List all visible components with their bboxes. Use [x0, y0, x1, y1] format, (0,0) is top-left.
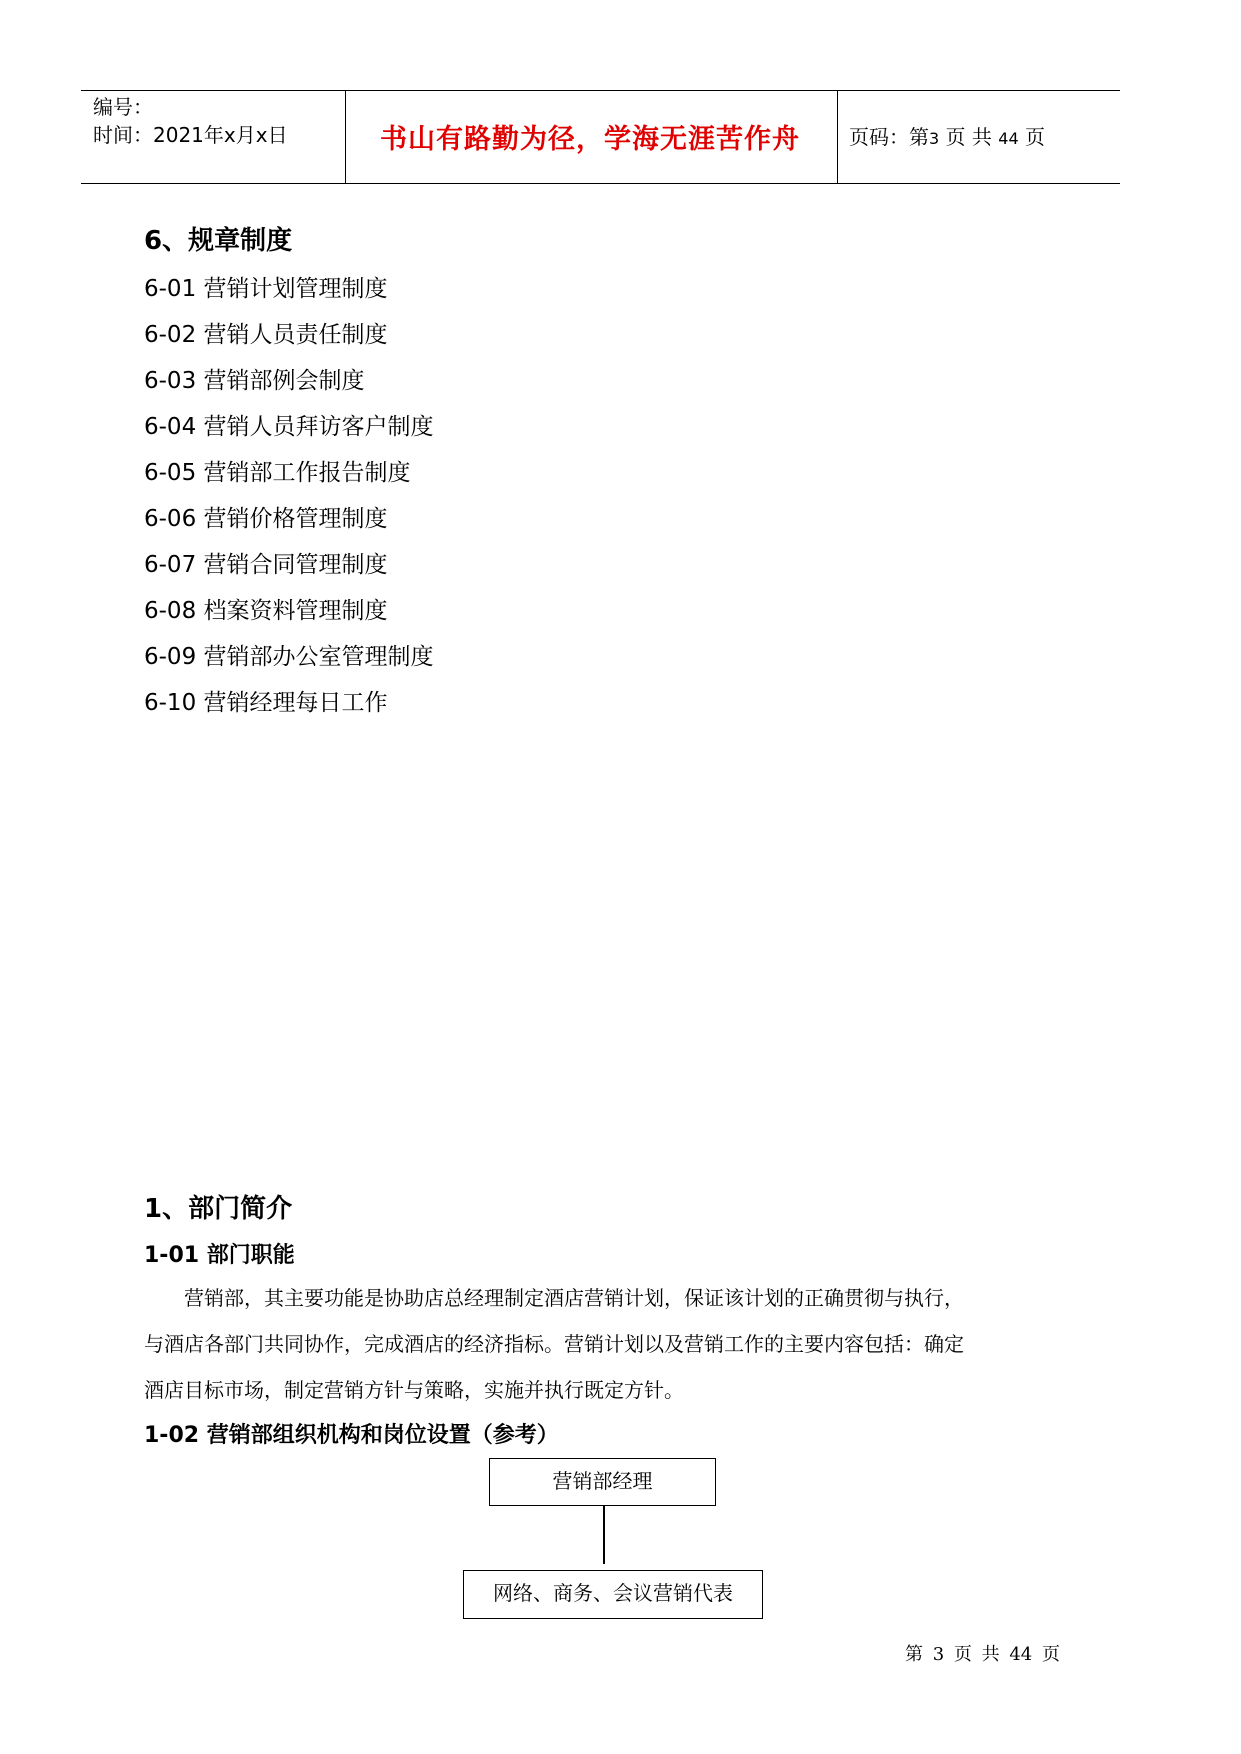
paragraph-line: 营销部，其主要功能是协助店总经理制定酒店营销计划，保证该计划的正确贯彻与执行，	[144, 1286, 964, 1310]
paragraph	[144, 1275, 1064, 1413]
header-motto: 书山有路勤为径，学海无涯苦作舟	[380, 124, 800, 155]
list-item: 6-04 营销人员拜访客户制度	[144, 414, 434, 440]
page-suffix: 页	[1024, 125, 1045, 149]
list-item: 6-01 营销计划管理制度	[144, 276, 388, 302]
list-item: 6-06 营销价格管理制度	[144, 506, 388, 532]
org-box-manager	[489, 1458, 716, 1506]
list-item: 6-07 营销合同管理制度	[144, 552, 388, 578]
time-label: 时间：2021年x月x日	[93, 123, 288, 147]
page-prefix: 页码：第	[849, 125, 929, 149]
header-left	[93, 93, 288, 149]
subsection-1-02-title: 1-02 营销部组织机构和岗位设置（参考）	[144, 1423, 559, 1448]
paragraph-line: 酒店目标市场，制定营销方针与策略，实施并执行既定方针。	[144, 1378, 684, 1402]
list-item: 6-09 营销部办公室管理制度	[144, 644, 434, 670]
paragraph-line: 与酒店各部门共同协作，完成酒店的经济指标。营销计划以及营销工作的主要内容包括：确定	[144, 1332, 964, 1356]
page-mid: 页 共	[945, 125, 992, 149]
section-1-title: 1、部门简介	[144, 1194, 293, 1224]
code-label: 编号：	[93, 95, 153, 119]
list-item: 6-02 营销人员责任制度	[144, 322, 388, 348]
org-connector	[603, 1506, 605, 1564]
header-page-info	[849, 121, 1045, 150]
list-item: 6-05 营销部工作报告制度	[144, 460, 411, 486]
subsection-1-01-title: 1-01 部门职能	[144, 1243, 295, 1268]
page-footer: 第 3 页 共 44 页	[905, 1644, 1060, 1665]
list-item: 6-03 营销部例会制度	[144, 368, 365, 394]
page-header	[81, 90, 1120, 184]
section-6-title: 6、规章制度	[144, 226, 293, 256]
page-number: 3	[929, 129, 940, 148]
list-item: 6-08 档案资料管理制度	[144, 598, 388, 624]
list-item: 6-10 营销经理每日工作	[144, 690, 388, 716]
org-box-representatives	[463, 1570, 763, 1619]
header-divider	[837, 91, 838, 183]
page-total: 44	[998, 129, 1019, 148]
org-box-label: 网络、商务、会议营销代表	[493, 1581, 733, 1605]
org-box-label: 营销部经理	[552, 1469, 653, 1493]
